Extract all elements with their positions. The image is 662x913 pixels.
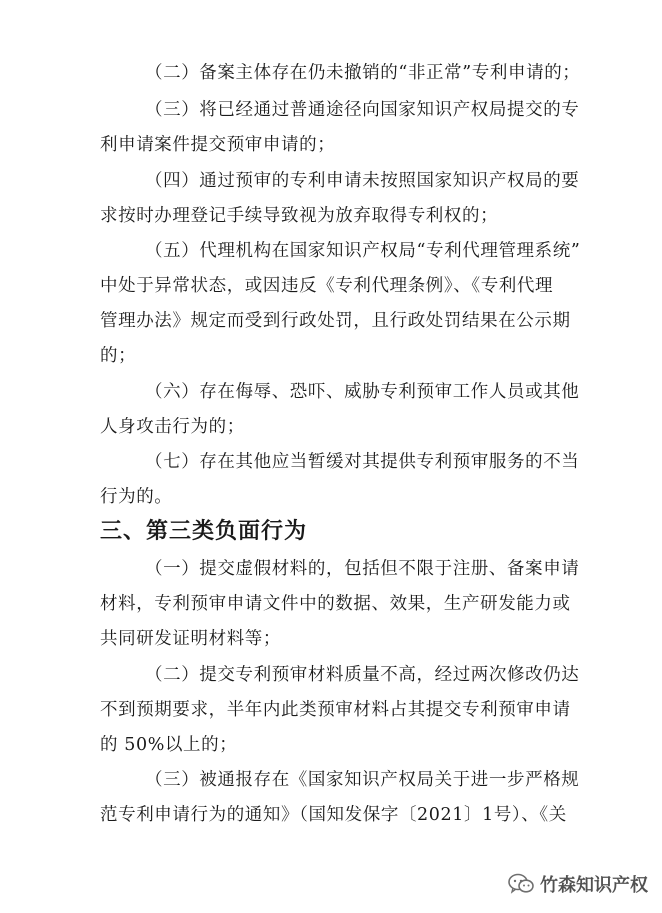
paragraph-line: 利申请案件提交预审申请的；: [100, 135, 336, 155]
paragraph-line: （二）备案主体存在仍未撤销的“非正常”专利申请的；: [145, 63, 581, 83]
paragraph-line: （六）存在侮辱、恐吓、威胁专利预审工作人员或其他: [145, 382, 580, 402]
paragraph-line: 中处于异常状态，或因违反《专利代理条例》、《专利代理: [100, 276, 554, 296]
paragraph-line: 范专利申请行为的通知》（国知发保字〔2021〕1号）、《关: [100, 805, 567, 825]
paragraph-line: 材料，专利预审申请文件中的数据、效果，生产研发能力或: [100, 594, 571, 614]
section-heading: 三、第三类负面行为: [100, 519, 308, 544]
paragraph-line: （一）提交虚假材料的，包括但不限于注册、备案申请: [145, 559, 580, 579]
paragraph-line: 人身攻击行为的；: [100, 417, 245, 437]
watermark: [508, 871, 648, 897]
paragraph-line: （五）代理机构在国家知识产权局“专利代理管理系统”: [145, 241, 581, 261]
paragraph-line: 的；: [100, 346, 137, 366]
paragraph-line: 管理办法》规定而受到行政处罚，且行政处罚结果在公示期: [100, 311, 571, 331]
watermark-text: 竹森知识产权: [540, 875, 648, 896]
paragraph-line: 共同研发证明材料等；: [100, 629, 281, 649]
paragraph-line: 不到预期要求，半年内此类预审材料占其提交专利预审申请: [100, 700, 571, 720]
paragraph-line: 行为的。: [100, 487, 173, 507]
wechat-icon: [508, 873, 534, 895]
paragraph-line: （四）通过预审的专利申请未按照国家知识产权局的要: [145, 171, 580, 191]
paragraph-line: 的 50%以上的；: [100, 735, 238, 755]
paragraph-line: （七）存在其他应当暂缓对其提供专利预审服务的不当: [145, 452, 580, 472]
paragraph-line: （二）提交专利预审材料质量不高，经过两次修改仍达: [145, 665, 580, 685]
paragraph-line: 求按时办理登记手续导致视为放弃取得专利权的；: [100, 206, 499, 226]
paragraph-line: （三）将已经通过普通途径向国家知识产权局提交的专: [145, 100, 580, 120]
paragraph-line: （三）被通报存在《国家知识产权局关于进一步严格规: [145, 770, 580, 790]
